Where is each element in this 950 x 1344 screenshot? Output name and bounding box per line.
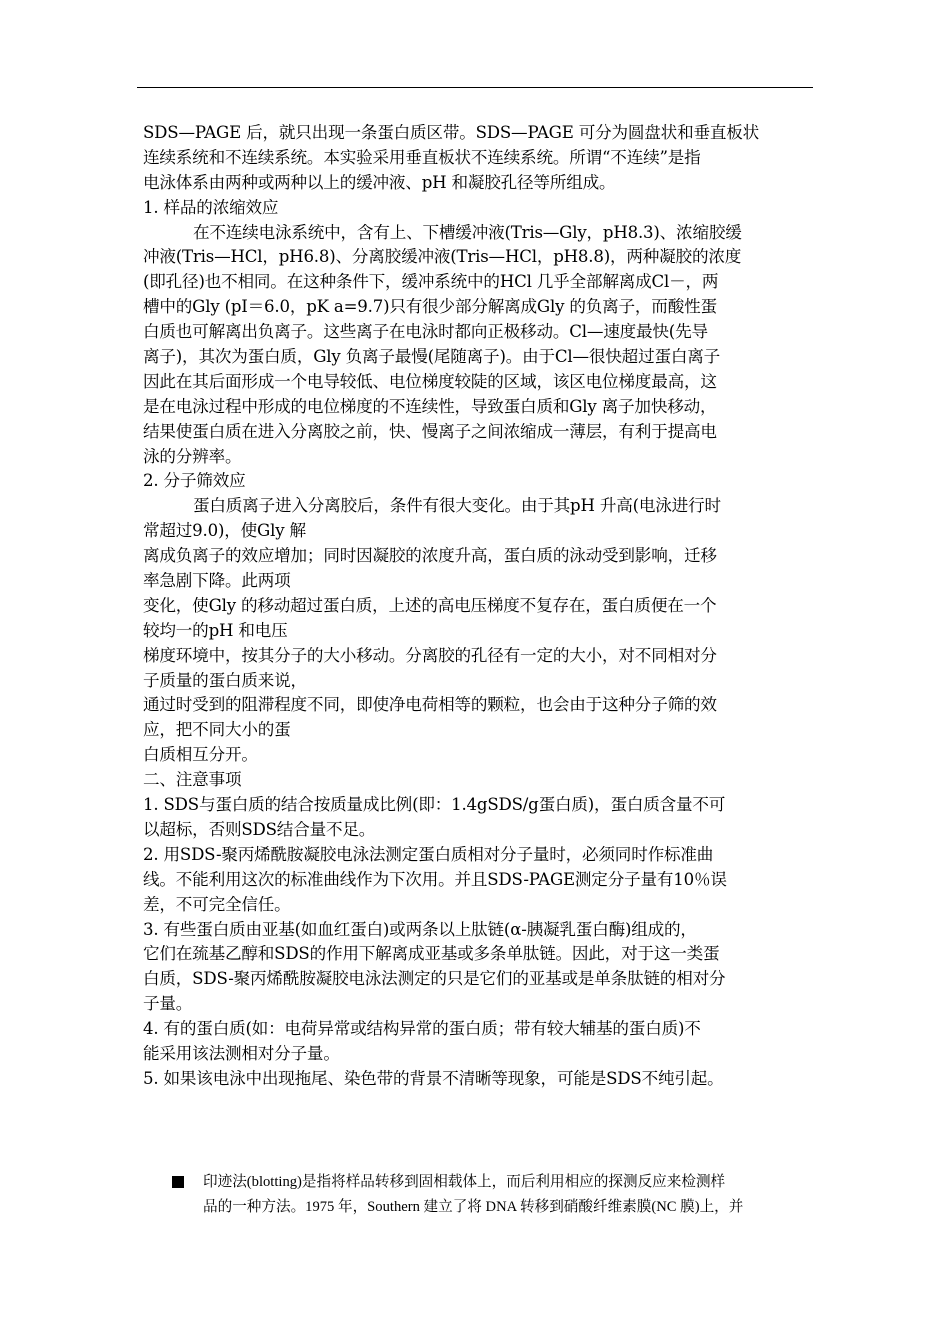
body-line: 应，把不同大小的蛋 bbox=[143, 720, 291, 740]
body-line: 变化，使Gly 的移动超过蛋白质，上述的高电压梯度不复存在，蛋白质便在一个 bbox=[143, 595, 717, 615]
body-line: 二、注意事项 bbox=[143, 770, 242, 790]
body-line: 2. 用SDS-聚丙烯酰胺凝胶电泳法测定蛋白质相对分子量时，必须同时作标准曲 bbox=[143, 844, 714, 864]
header-rule bbox=[137, 87, 813, 88]
body-line: 离子)，其次为蛋白质，Gly 负离子最慢(尾随离子)。由于Cl—很快超过蛋白离子 bbox=[143, 347, 721, 367]
body-line: 白质，SDS-聚丙烯酰胺凝胶电泳法测定的只是它们的亚基或是单条肽链的相对分 bbox=[143, 969, 726, 989]
body-line: 线。不能利用这次的标准曲线作为下次用。并且SDS-PAGE测定分子量有10％误 bbox=[143, 869, 727, 889]
body-line: 是在电泳过程中形成的电位梯度的不连续性，导致蛋白质和Gly 离子加快移动， bbox=[143, 396, 717, 416]
body-line: 1. SDS与蛋白质的结合按质量成比例(即：1.4gSDS/g蛋白质)，蛋白质含量不可 bbox=[143, 795, 726, 815]
body-line: 白质相互分开。 bbox=[143, 745, 258, 765]
body-line: 槽中的Gly (pI＝6.0，pK a=9.7)只有很少部分解离成Gly 的负离子，而酸性蛋 bbox=[143, 297, 717, 317]
note-block bbox=[172, 1170, 812, 1220]
body-line: 常超过9.0)，使Gly 解 bbox=[143, 521, 306, 541]
body-line: 离成负离子的效应增加；同时因凝胶的浓度升高，蛋白质的泳动受到影响，迁移 bbox=[143, 546, 717, 566]
body-line: 5. 如果该电泳中出现拖尾、染色带的背景不清晰等现象，可能是SDS不纯引起。 bbox=[143, 1068, 724, 1088]
note-text bbox=[203, 1170, 743, 1220]
body-line: 子质量的蛋白质来说， bbox=[143, 670, 307, 690]
body-line: 冲液(Tris—HCl，pH6.8)、分离胶缓冲液(Tris—HCl，pH8.8)，两种凝胶的浓度 bbox=[143, 247, 742, 267]
body-line: 2. 分子筛效应 bbox=[143, 471, 246, 491]
body-line: 在不连续电泳系统中，含有上、下槽缓冲液(Tris—Gly，pH8.3)、浓缩胶缓 bbox=[193, 222, 742, 242]
body-line: 能采用该法测相对分子量。 bbox=[143, 1043, 340, 1063]
body-line: 较均一的pH 和电压 bbox=[143, 620, 288, 640]
body-line: 蛋白质离子进入分离胶后，条件有很大变化。由于其pH 升高(电泳进行时 bbox=[193, 496, 721, 516]
body-text bbox=[143, 121, 811, 1092]
note-item bbox=[172, 1170, 812, 1220]
note-line: 印迹法(blotting)是指将样品转移到固相载体上，而后利用相应的探测反应来检测样 bbox=[203, 1174, 726, 1190]
body-line: 梯度环境中，按其分子的大小移动。分离胶的孔径有一定的大小，对不同相对分 bbox=[143, 645, 717, 665]
body-line: 4. 有的蛋白质(如：电荷异常或结构异常的蛋白质；带有较大辅基的蛋白质)不 bbox=[143, 1019, 701, 1039]
body-line: 通过时受到的阻滞程度不同，即使净电荷相等的颗粒，也会由于这种分子筛的效 bbox=[143, 695, 717, 715]
body-line: 子量。 bbox=[143, 994, 193, 1014]
body-line: 3. 有些蛋白质由亚基(如血红蛋白)或两条以上肽链(α-胰凝乳蛋白酶)组成的， bbox=[143, 919, 697, 939]
body-line: 以超标，否则SDS结合量不足。 bbox=[143, 819, 376, 839]
body-line: 差，不可完全信任。 bbox=[143, 894, 291, 914]
body-line: SDS—PAGE 后，就只出现一条蛋白质区带。SDS—PAGE 可分为圆盘状和垂直板状 bbox=[143, 123, 760, 142]
square-bullet-icon bbox=[172, 1176, 184, 1188]
body-line: 泳的分辨率。 bbox=[143, 446, 242, 466]
note-line: 品的一种方法。1975 年，Southern 建立了将 DNA 转移到硝酸纤维素膜(NC 膜)上，并 bbox=[203, 1199, 744, 1215]
body-line: 率急剧下降。此两项 bbox=[143, 571, 291, 591]
body-line: 它们在巯基乙醇和SDS的作用下解离成亚基或多条单肽链。因此，对于这一类蛋 bbox=[143, 944, 720, 964]
body-line: 白质也可解离出负离子。这些离子在电泳时都向正极移动。Cl—速度最快(先导 bbox=[143, 322, 708, 342]
body-line: (即孔径)也不相同。在这种条件下，缓冲系统中的HCl 几乎全部解离成Cl－，两 bbox=[143, 272, 719, 292]
body-line: 因此在其后面形成一个电导较低、电位梯度较陡的区域，该区电位梯度最高，这 bbox=[143, 371, 717, 391]
body-line: 1. 样品的浓缩效应 bbox=[143, 197, 279, 217]
body-line: 电泳体系由两种或两种以上的缓冲液、pH 和凝胶孔径等所组成。 bbox=[143, 172, 616, 192]
body-line: 结果使蛋白质在进入分离胶之前，快、慢离子之间浓缩成一薄层，有利于提高电 bbox=[143, 421, 717, 441]
body-line: 连续系统和不连续系统。本实验采用垂直板状不连续系统。所谓“不连续”是指 bbox=[143, 147, 701, 167]
